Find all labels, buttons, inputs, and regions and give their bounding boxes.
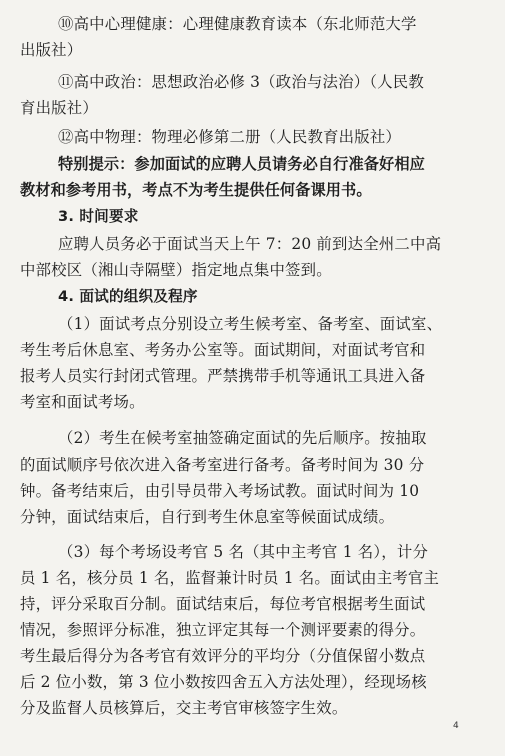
paragraph-line: 员 1 名，核分员 1 名，监督兼计时员 1 名。面试由主考官主 [20,569,440,587]
book-item-psychology-continued: 出版社） [20,41,83,59]
special-notice-continued: 教材和参考用书，考点不为考生提供任何备课用书。 [20,181,372,199]
book-item-psychology: ⑩高中心理健康：心理健康教育读本（东北师范大学 [58,15,417,33]
section-heading-procedure: 4. 面试的组织及程序 [58,288,198,305]
paragraph-line: 持，评分采取百分制。面试结束后，每位考官根据考生面试 [20,595,426,613]
paragraph-line: 应聘人员务必于面试当天上午 7：20 前到达全州二中高 [58,235,442,253]
book-item-politics: ⑪高中政治：思想政治必修 3（政治与法治）（人民教 [58,73,424,91]
book-item-physics: ⑫高中物理：物理必修第二册（人民教育出版社） [58,128,401,146]
paragraph-line: （3）每个考场设考官 5 名（其中主考官 1 名），计分 [58,543,429,561]
book-item-politics-continued: 育出版社） [20,99,98,117]
paragraph-line: （1）面试考点分别设立考生候考室、备考室、面试室、 [58,315,443,333]
paragraph-line: 报考人员实行封闭式管理。严禁携带手机等通讯工具进入备 [20,367,426,385]
paragraph-line: 后 2 位小数，第 3 位小数按四舍五入方法处理），经现场核 [20,673,427,691]
paragraph-line: 的面试顺序号依次进入备考室进行备考。备考时间为 30 分 [20,456,425,474]
paragraph-line: 分钟，面试结束后，自行到考生休息室等候面试成绩。 [20,508,395,526]
paragraph-line: （2）考生在候考室抽签确定面试的先后顺序。按抽取 [58,429,427,447]
paragraph-line: 考室和面试考场。 [20,393,145,411]
page-number: 4 [453,721,459,731]
paragraph-line: 中部校区（湘山寺隔壁）指定地点集中签到。 [20,261,332,279]
paragraph-line: 考生考后休息室、考务办公室等。面试期间，对面试考官和 [20,341,426,359]
paragraph-line: 分及监督人员核算后，交主考官审核签字生效。 [20,699,348,717]
paragraph-line: 钟。备考结束后，由引导员带入考场试教。面试时间为 10 [20,482,420,500]
paragraph-line: 情况，参照评分标准，独立评定其每一个测评要素的得分。 [20,621,426,639]
special-notice: 特别提示：参加面试的应聘人员请务必自行准备好相应 [58,155,425,173]
paragraph-line: 考生最后得分为各考官有效评分的平均分（分值保留小数点 [20,647,426,665]
section-heading-time: 3. 时间要求 [58,208,139,225]
